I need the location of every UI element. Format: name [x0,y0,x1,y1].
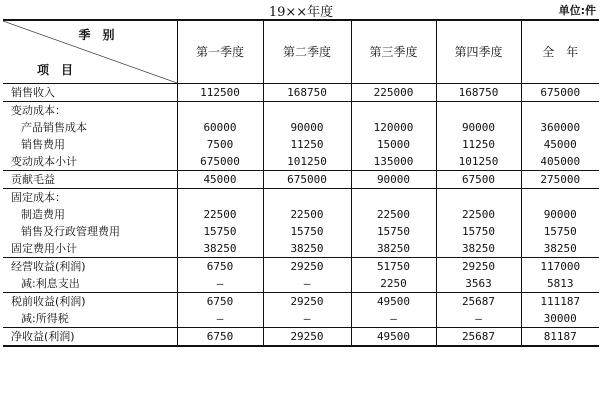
column-header-q2: 第二季度 [263,20,351,84]
row-label: 销售收入 [3,84,177,102]
value-cell: — [263,275,351,293]
row-label: 减:利息支出 [3,275,177,293]
table-row [3,206,599,223]
value-cell: 360000 [521,119,599,136]
value-cell: 2250 [351,275,436,293]
income-statement-table [3,19,599,347]
value-cell: 405000 [521,153,599,171]
value-cell [436,189,521,207]
value-cell: 111187 [521,293,599,311]
row-label: 变动成本： [11,104,66,117]
value-cell: 29250 [436,258,521,276]
value-cell: 38250 [177,240,263,258]
value-cell [177,102,263,120]
unit-label: 单位:件 [558,4,596,17]
value-cell: — [177,275,263,293]
table-row [3,171,599,189]
value-cell: 120000 [351,119,436,136]
table-row [3,310,599,328]
row-label: 销售及行政管理费用 [21,225,120,238]
table-row [3,102,599,120]
row-label: 经营收益(利润) [11,260,86,273]
value-cell: 29250 [263,258,351,276]
value-cell: 15750 [351,223,436,240]
table-row [3,84,599,102]
value-cell: 81187 [521,328,599,347]
value-cell: 45000 [521,136,599,153]
value-cell [521,189,599,207]
value-cell: 101250 [436,153,521,171]
value-cell: 15750 [263,223,351,240]
value-cell: 29250 [263,293,351,311]
row-label: 固定费用小计 [3,240,177,258]
value-cell: 11250 [263,136,351,153]
value-cell: 5813 [521,275,599,293]
value-cell: 90000 [351,171,436,189]
value-cell [351,189,436,207]
value-cell: 6750 [177,258,263,276]
value-cell: 168750 [263,84,351,102]
value-cell [521,102,599,120]
value-cell: — [177,310,263,328]
row-label: 净收益(利润) [11,330,75,343]
value-cell: 38250 [436,240,521,258]
value-cell [263,102,351,120]
value-cell: 15750 [521,223,599,240]
value-cell: — [263,310,351,328]
value-cell: 67500 [436,171,521,189]
value-cell: 15750 [177,223,263,240]
value-cell: 90000 [521,206,599,223]
value-cell: 90000 [263,119,351,136]
value-cell: 675000 [177,153,263,171]
corner-season-label: 季 别 [78,28,115,42]
value-cell: 25687 [436,293,521,311]
value-cell: 275000 [521,171,599,189]
table-row [3,153,599,171]
value-cell: 101250 [263,153,351,171]
corner-item-label: 项 目 [37,63,74,77]
value-cell [177,189,263,207]
value-cell: 90000 [436,119,521,136]
value-cell [351,102,436,120]
value-cell: 6750 [177,293,263,311]
value-cell: 22500 [436,206,521,223]
value-cell: 15750 [436,223,521,240]
value-cell [436,102,521,120]
header-row [3,20,599,84]
row-label: 制造费用 [21,208,65,221]
table-row [3,240,599,258]
table-row [3,293,599,311]
value-cell: 38250 [263,240,351,258]
table-row [3,258,599,276]
table-row [3,136,599,153]
row-label: 贡献毛益 [3,171,177,189]
value-cell: 168750 [436,84,521,102]
year-title: 19××年度 [268,5,334,20]
value-cell: 6750 [177,328,263,347]
table-row [3,275,599,293]
value-cell: 7500 [177,136,263,153]
table-row [3,189,599,207]
value-cell: 29250 [263,328,351,347]
value-cell: 22500 [177,206,263,223]
value-cell: — [351,310,436,328]
value-cell: 38250 [351,240,436,258]
value-cell: 49500 [351,328,436,347]
value-cell: 15000 [351,136,436,153]
value-cell: 675000 [263,171,351,189]
value-cell: 38250 [521,240,599,258]
value-cell: 22500 [263,206,351,223]
value-cell: 30000 [521,310,599,328]
value-cell: 3563 [436,275,521,293]
value-cell: 225000 [351,84,436,102]
value-cell: 51750 [351,258,436,276]
table-row [3,328,599,347]
value-cell: 117000 [521,258,599,276]
value-cell: 112500 [177,84,263,102]
row-label: 变动成本小计 [3,153,177,171]
row-label: 产品销售成本 [21,121,87,134]
column-header-q4: 第四季度 [436,20,521,84]
row-label: 销售费用 [21,138,65,151]
value-cell: — [436,310,521,328]
row-label: 减:所得税 [3,310,177,328]
value-cell: 135000 [351,153,436,171]
value-cell: 45000 [177,171,263,189]
value-cell: 25687 [436,328,521,347]
value-cell: 675000 [521,84,599,102]
column-header-year: 全 年 [521,20,599,84]
table-row [3,223,599,240]
value-cell: 49500 [351,293,436,311]
value-cell: 11250 [436,136,521,153]
value-cell: 22500 [351,206,436,223]
row-label: 固定成本： [11,191,66,204]
value-cell [263,189,351,207]
table-row [3,119,599,136]
column-header-q3: 第三季度 [351,20,436,84]
value-cell: 60000 [177,119,263,136]
column-header-q1: 第一季度 [177,20,263,84]
corner-header-cell [3,20,177,84]
row-label: 税前收益(利润) [11,295,86,308]
